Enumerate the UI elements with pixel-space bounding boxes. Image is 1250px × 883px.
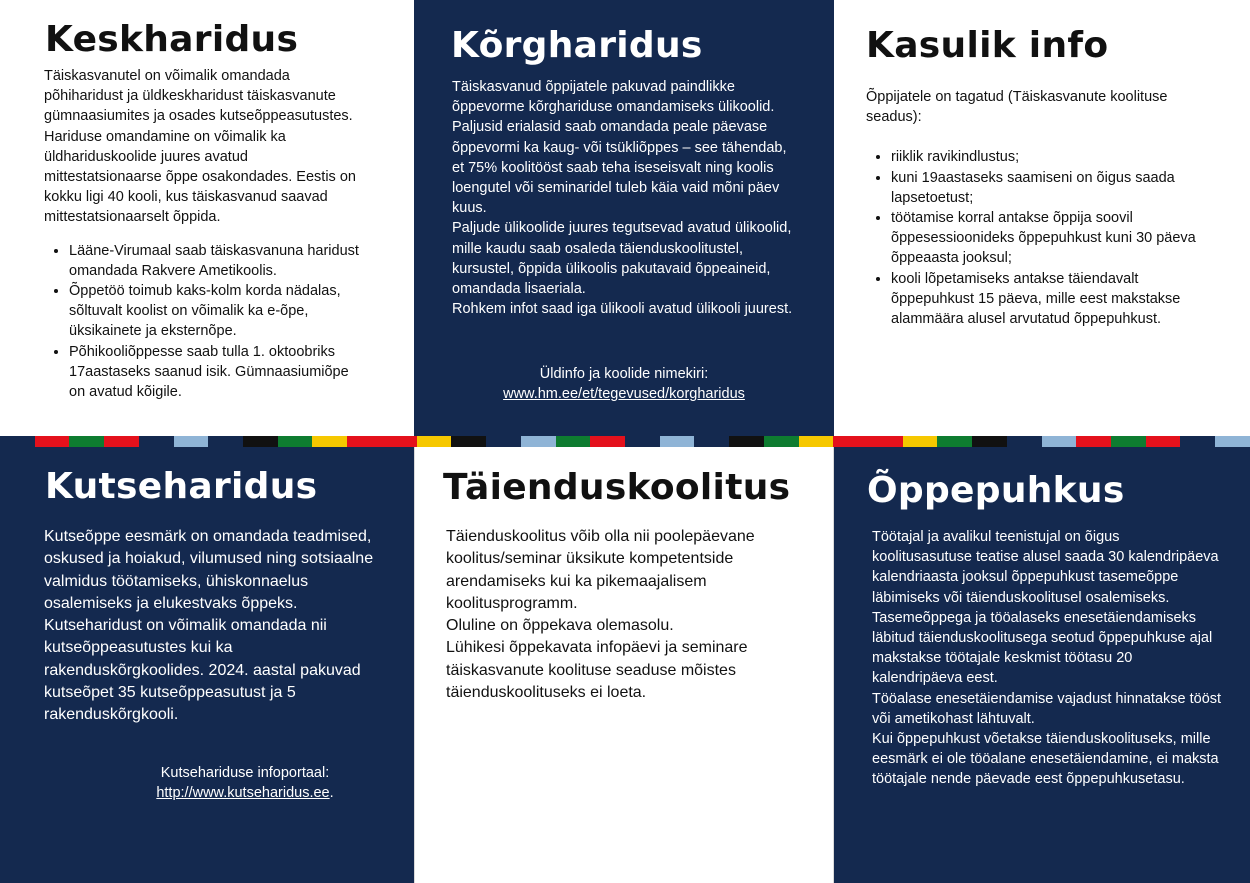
- stripe-segment: [729, 436, 764, 447]
- folk-pattern-stripe: [0, 436, 1250, 447]
- stripe-segment: [833, 436, 868, 447]
- list-item: • töötamise korral antakse õppija soovil õppesessioonideks õppepuhkust kuni 30 päeva õppeaasta jooksul;: [891, 208, 1196, 269]
- paragraph: Kui õppepuhkust võetakse täienduskoolituseks, mille eesmärk ei ole tööalane enesetäiendamine, ei maksta töötajale nende päevade eest õppepuhkusetasu.: [872, 731, 1219, 788]
- list-item: • Lääne-Virumaal saab täiskasvanuna haridust omandada Rakvere Ametikoolis.: [69, 241, 364, 281]
- keskharidus-title: Keskharidus: [45, 19, 299, 60]
- stripe-segment: [590, 436, 625, 447]
- taienduskoolitus-title: Täienduskoolitus: [443, 467, 791, 508]
- keskharidus-panel: [0, 0, 414, 436]
- paragraph: Lühikesi õppekavata infopäevi ja seminare täiskasvanute koolituse seaduse mõistes täienduskoolituseks ei loeta.: [446, 639, 748, 702]
- stripe-segment: [556, 436, 591, 447]
- list-item: • riiklik ravikindlustus;: [891, 147, 1196, 167]
- paragraph: Tööalase enesetäiendamise vajadust hinnatakse tööst või ametikohast lähtuvalt.: [872, 690, 1222, 727]
- paragraph: Täienduskoolitus võib olla nii poolepäevane koolitus/seminar üksikute kompetentside arendamiseks kui ka pikemaajalisem koolitusprogramm.: [446, 528, 755, 612]
- list-item: • kooli lõpetamiseks antakse täiendavalt õppepuhkust 15 päeva, mille eest makstakse alammäära alusel arvutatud õppepuhkust.: [891, 269, 1196, 330]
- paragraph: Paljusid erialasid saab omandada peale päevase õppevormi ka kaug- või tsükliõppes – see tähendab, et 75% koolitööst saab teha iseseisvalt ning koolis loengutel või seminaridel tuleb käia vaid mõni päev kuus.: [452, 119, 787, 217]
- stripe-segment: [972, 436, 1007, 447]
- stripe-segment: [174, 436, 209, 447]
- keskharidus-body: [44, 66, 364, 402]
- taienduskoolitus-body: [446, 526, 796, 704]
- paragraph: Kutseharidust on võimalik omandada nii kutseõppeasutustes kui ka rakenduskõrgkoolides. 2024. aastal pakuvad kutseõpet 35 kutseõppeasutust ja 5 rakenduskõrgkooli.: [44, 617, 361, 724]
- korgharidus-panel: [414, 0, 834, 436]
- stripe-segment: [1180, 436, 1215, 447]
- korgharidus-link[interactable]: www.hm.ee/et/tegevused/korgharidus: [503, 386, 745, 403]
- stripe-segment: [451, 436, 486, 447]
- stripe-segment: [1146, 436, 1181, 447]
- kasulik-info-list: [866, 147, 1196, 329]
- keskharidus-list: [44, 241, 364, 403]
- stripe-segment: [1007, 436, 1042, 447]
- stripe-segment: [660, 436, 695, 447]
- kutseharidus-title: Kutseharidus: [45, 466, 318, 507]
- stripe-segment: [937, 436, 972, 447]
- link-suffix: .: [329, 785, 334, 802]
- info-label: Kutsehariduse infoportaal:: [160, 765, 330, 781]
- list-item: • kuni 19aastaseks saamiseni on õigus saada lapsetoetust;: [891, 168, 1196, 208]
- stripe-segment: [799, 436, 834, 447]
- stripe-segment: [1111, 436, 1146, 447]
- paragraph: Oluline on õppekava olemasolu.: [446, 617, 674, 635]
- oppepuhkus-panel: [834, 447, 1250, 883]
- kutseharidus-body: [44, 526, 374, 727]
- korgharidus-info: [414, 364, 834, 404]
- kasulik-info-panel: [834, 0, 1250, 436]
- paragraph: Töötajal ja avalikul teenistujal on õigus koolitusasutuse teatise alusel saada 30 kalendripäeva kalendriaasta jooksul õppepuhkust tasemeõppe läbimiseks või täienduskoolitusel osalemiseks.: [872, 529, 1219, 606]
- stripe-segment: [139, 436, 174, 447]
- kasulik-info-intro: Õppijatele on tagatud (Täiskasvanute koolituse seadus):: [866, 89, 1168, 126]
- stripe-segment: [1215, 436, 1250, 447]
- kasulik-info-body: [866, 87, 1196, 329]
- stripe-segment: [1042, 436, 1077, 447]
- stripe-segment: [694, 436, 729, 447]
- stripe-segment: [486, 436, 521, 447]
- stripe-segment: [521, 436, 556, 447]
- stripe-segment: [1076, 436, 1111, 447]
- stripe-segment: [35, 436, 70, 447]
- paragraph: Rohkem infot saad iga ülikooli avatud ülikooli juurest.: [452, 301, 793, 318]
- keskharidus-intro: Täiskasvanutel on võimalik omandada põhiharidust ja üldkeskharidust täiskasvanute gümnaasiumites ja osades kutseõppeasutustes. Hariduse omandamine on võimalik ka üldhariduskoolide juures avatud mittestatsionaarse õppe osakondades. Eestis on kokku ligi 40 kooli, kus täiskasvanud saavad mittestatsionaarselt õppida.: [44, 68, 356, 226]
- list-item: • Põhikooliõppesse saab tulla 1. oktoobriks 17aastaseks saanud isik. Gümnaasiumiõpe on avatud kõigile.: [69, 342, 364, 403]
- stripe-segment: [0, 436, 35, 447]
- taienduskoolitus-panel: [414, 447, 834, 883]
- stripe-segment: [625, 436, 660, 447]
- list-item: • Õppetöö toimub kaks-kolm korda nädalas, sõltuvalt koolist on võimalik ka e-õpe, üksikainete ja eksternõpe.: [69, 281, 364, 342]
- stripe-segment: [903, 436, 938, 447]
- oppepuhkus-body: [872, 527, 1222, 790]
- info-label: Üldinfo ja koolide nimekiri:: [539, 366, 709, 382]
- stripe-segment: [868, 436, 903, 447]
- paragraph: Paljude ülikoolide juures tegutsevad avatud ülikoolid, mille kaudu saab osaleda täienduskoolitustel, kursustel, õppida ülikoolis pakutavaid õppeaineid, omandada lisaeriala.: [452, 220, 792, 298]
- paragraph: Täiskasvanud õppijatele pakuvad paindlikke õppevorme kõrghariduse omandamiseks ülikoolid.: [452, 79, 775, 116]
- stripe-segment: [347, 436, 382, 447]
- korgharidus-body: [452, 77, 802, 319]
- paragraph: Kutseõppe eesmärk on omandada teadmised, oskused ja hoiakud, vilumused ning sotsiaalne valmidus töötamiseks, ühiskonnaelus osalemiseks ja elukestvaks õppeks.: [44, 528, 374, 612]
- stripe-segment: [417, 436, 452, 447]
- oppepuhkus-title: Õppepuhkus: [867, 470, 1125, 511]
- kutseharidus-link[interactable]: http://www.kutseharidus.ee: [156, 785, 330, 802]
- kutseharidus-panel: [0, 447, 414, 883]
- stripe-segment: [278, 436, 313, 447]
- stripe-segment: [312, 436, 347, 447]
- stripe-segment: [104, 436, 139, 447]
- kutseharidus-info: [90, 763, 400, 803]
- stripe-segment: [243, 436, 278, 447]
- paragraph: Tasemeõppega ja tööalaseks enesetäiendamiseks läbitud täienduskoolitusega seotud õppepuhkuse ajal makstakse töötajale keskmist töötasu 20 kalendripäeva eest.: [872, 609, 1213, 687]
- kasulik-info-title: Kasulik info: [866, 25, 1109, 66]
- korgharidus-title: Kõrgharidus: [451, 25, 703, 66]
- stripe-segment: [382, 436, 417, 447]
- stripe-segment: [208, 436, 243, 447]
- stripe-segment: [69, 436, 104, 447]
- stripe-segment: [764, 436, 799, 447]
